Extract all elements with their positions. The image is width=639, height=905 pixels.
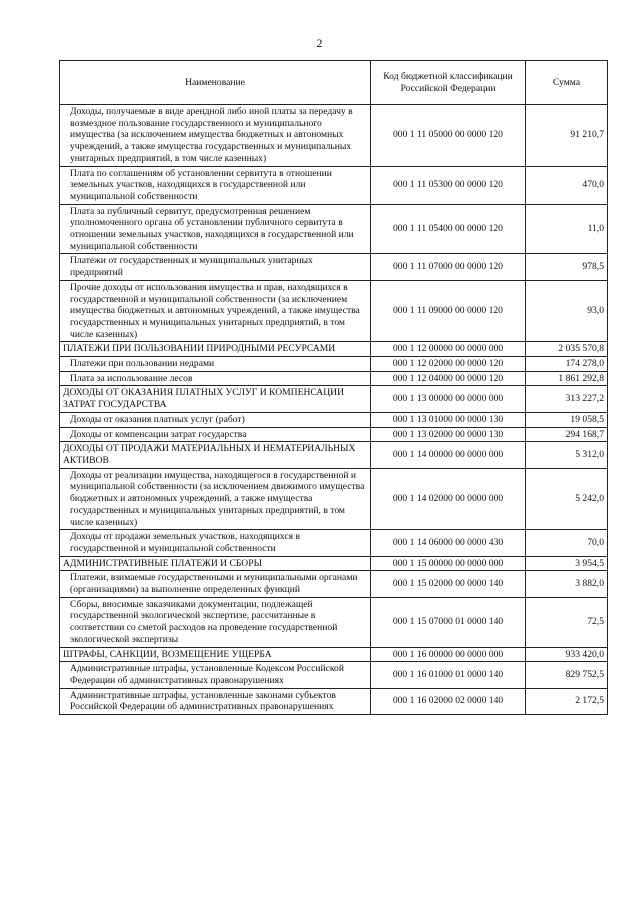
row-name-cell: Доходы, получаемые в виде арендной либо иной платы за передачу в возмездное пользование государственного и муниципального имущества (за исключением имущества бюджетных и автономных учреждений, а также имущества государственных и муниципальных унитарных предприятий, в том числе казенных)	[60, 105, 371, 167]
row-name-cell: Доходы от продажи земельных участков, находящихся в государственной и муниципальной собственности	[60, 530, 371, 556]
row-code-cell: 000 1 14 06000 00 0000 430	[371, 530, 526, 556]
row-name-cell: ШТРАФЫ, САНКЦИИ, ВОЗМЕЩЕНИЕ УЩЕРБА	[60, 647, 371, 662]
row-code-cell: 000 1 11 05000 00 0000 120	[371, 105, 526, 167]
row-code-cell: 000 1 11 05400 00 0000 120	[371, 204, 526, 254]
row-sum-cell: 72,5	[526, 597, 608, 647]
header-name: Наименование	[60, 61, 371, 105]
page-number: 2	[316, 36, 323, 50]
row-name-cell: Платежи при пользовании недрами	[60, 357, 371, 372]
row-sum-cell: 5 242,0	[526, 468, 608, 530]
header-code: Код бюджетной классификации Российской Федерации	[371, 61, 526, 105]
budget-table	[59, 60, 608, 715]
row-sum-cell: 2 172,5	[526, 688, 608, 714]
row-code-cell: 000 1 11 09000 00 0000 120	[371, 280, 526, 342]
table-row	[60, 371, 608, 386]
table-row	[60, 166, 608, 204]
table-row	[60, 571, 608, 597]
table-row	[60, 254, 608, 280]
table-row	[60, 357, 608, 372]
row-code-cell: 000 1 16 01000 01 0000 140	[371, 662, 526, 688]
row-name-cell: ПЛАТЕЖИ ПРИ ПОЛЬЗОВАНИИ ПРИРОДНЫМИ РЕСУРСАМИ	[60, 342, 371, 357]
table-row	[60, 427, 608, 442]
row-code-cell: 000 1 12 00000 00 0000 000	[371, 342, 526, 357]
row-sum-cell: 5 312,0	[526, 442, 608, 468]
row-sum-cell: 294 168,7	[526, 427, 608, 442]
table-row	[60, 412, 608, 427]
table-row	[60, 662, 608, 688]
table-row	[60, 105, 608, 167]
row-name-cell: Доходы от компенсации затрат государства	[60, 427, 371, 442]
table-row	[60, 688, 608, 714]
row-name-cell: Прочие доходы от использования имущества и прав, находящихся в государственной и муниципальной собственности (за исключением имущества бюджетных и автономных учреждений, а также имущества государственных и муниципальных унитарных предприятий, в том числе казенных)	[60, 280, 371, 342]
row-name-cell: Плата за публичный сервитут, предусмотренная решением уполномоченного органа об установлении публичного сервитута в отношении земельных участков, находящихся в государственной или муниципальной собственности	[60, 204, 371, 254]
row-sum-cell: 3 882,0	[526, 571, 608, 597]
row-code-cell: 000 1 12 02000 00 0000 120	[371, 357, 526, 372]
table-row	[60, 647, 608, 662]
row-sum-cell: 93,0	[526, 280, 608, 342]
row-code-cell: 000 1 16 02000 02 0000 140	[371, 688, 526, 714]
row-name-cell: Административные штрафы, установленные Кодексом Российской Федерации об административных правонарушениях	[60, 662, 371, 688]
row-code-cell: 000 1 11 07000 00 0000 120	[371, 254, 526, 280]
row-sum-cell: 1 861 292,8	[526, 371, 608, 386]
table-row	[60, 530, 608, 556]
row-name-cell: Плата за использование лесов	[60, 371, 371, 386]
row-code-cell: 000 1 13 02000 00 0000 130	[371, 427, 526, 442]
row-sum-cell: 91 210,7	[526, 105, 608, 167]
row-code-cell: 000 1 14 02000 00 0000 000	[371, 468, 526, 530]
row-code-cell: 000 1 15 00000 00 0000 000	[371, 556, 526, 571]
row-sum-cell: 933 420,0	[526, 647, 608, 662]
table-body	[60, 105, 608, 715]
row-sum-cell: 3 954,5	[526, 556, 608, 571]
table-header-row	[60, 61, 608, 105]
header-sum: Сумма	[526, 61, 608, 105]
table-row	[60, 556, 608, 571]
row-sum-cell: 70,0	[526, 530, 608, 556]
row-sum-cell: 978,5	[526, 254, 608, 280]
table-row	[60, 468, 608, 530]
row-name-cell: Платежи, взимаемые государственными и муниципальными органами (организациями) за выполнение определенных функций	[60, 571, 371, 597]
row-sum-cell: 2 035 570,8	[526, 342, 608, 357]
row-sum-cell: 11,0	[526, 204, 608, 254]
row-code-cell: 000 1 13 00000 00 0000 000	[371, 386, 526, 412]
row-name-cell: Платежи от государственных и муниципальных унитарных предприятий	[60, 254, 371, 280]
row-code-cell: 000 1 15 07000 01 0000 140	[371, 597, 526, 647]
row-sum-cell: 19 058,5	[526, 412, 608, 427]
table-row	[60, 597, 608, 647]
row-name-cell: АДМИНИСТРАТИВНЫЕ ПЛАТЕЖИ И СБОРЫ	[60, 556, 371, 571]
row-name-cell: ДОХОДЫ ОТ ПРОДАЖИ МАТЕРИАЛЬНЫХ И НЕМАТЕРИАЛЬНЫХ АКТИВОВ	[60, 442, 371, 468]
row-sum-cell: 313 227,2	[526, 386, 608, 412]
row-name-cell: Административные штрафы, установленные законами субъектов Российской Федерации об административных правонарушениях	[60, 688, 371, 714]
row-code-cell: 000 1 13 01000 00 0000 130	[371, 412, 526, 427]
table-row	[60, 280, 608, 342]
row-sum-cell: 829 752,5	[526, 662, 608, 688]
table-row	[60, 386, 608, 412]
row-sum-cell: 174 278,0	[526, 357, 608, 372]
row-name-cell: Доходы от реализации имущества, находящегося в государственной и муниципальной собственности (за исключением движимого имущества бюджетных и автономных учреждений, а также имущества государственных и муниципальных унитарных предприятий, в том числе казенных)	[60, 468, 371, 530]
row-code-cell: 000 1 11 05300 00 0000 120	[371, 166, 526, 204]
table-row	[60, 342, 608, 357]
row-code-cell: 000 1 15 02000 00 0000 140	[371, 571, 526, 597]
row-code-cell: 000 1 14 00000 00 0000 000	[371, 442, 526, 468]
row-code-cell: 000 1 16 00000 00 0000 000	[371, 647, 526, 662]
row-name-cell: Доходы от оказания платных услуг (работ)	[60, 412, 371, 427]
row-name-cell: Плата по соглашениям об установлении сервитута в отношении земельных участков, находящихся в государственной или муниципальной собственности	[60, 166, 371, 204]
row-sum-cell: 470,0	[526, 166, 608, 204]
row-code-cell: 000 1 12 04000 00 0000 120	[371, 371, 526, 386]
row-name-cell: ДОХОДЫ ОТ ОКАЗАНИЯ ПЛАТНЫХ УСЛУГ И КОМПЕНСАЦИИ ЗАТРАТ ГОСУДАРСТВА	[60, 386, 371, 412]
table-row	[60, 442, 608, 468]
row-name-cell: Сборы, вносимые заказчиками документации, подлежащей государственной экологической экспертизе, рассчитанные в соответствии со сметой расходов на проведение государственной экологической экспертизы	[60, 597, 371, 647]
table-row	[60, 204, 608, 254]
